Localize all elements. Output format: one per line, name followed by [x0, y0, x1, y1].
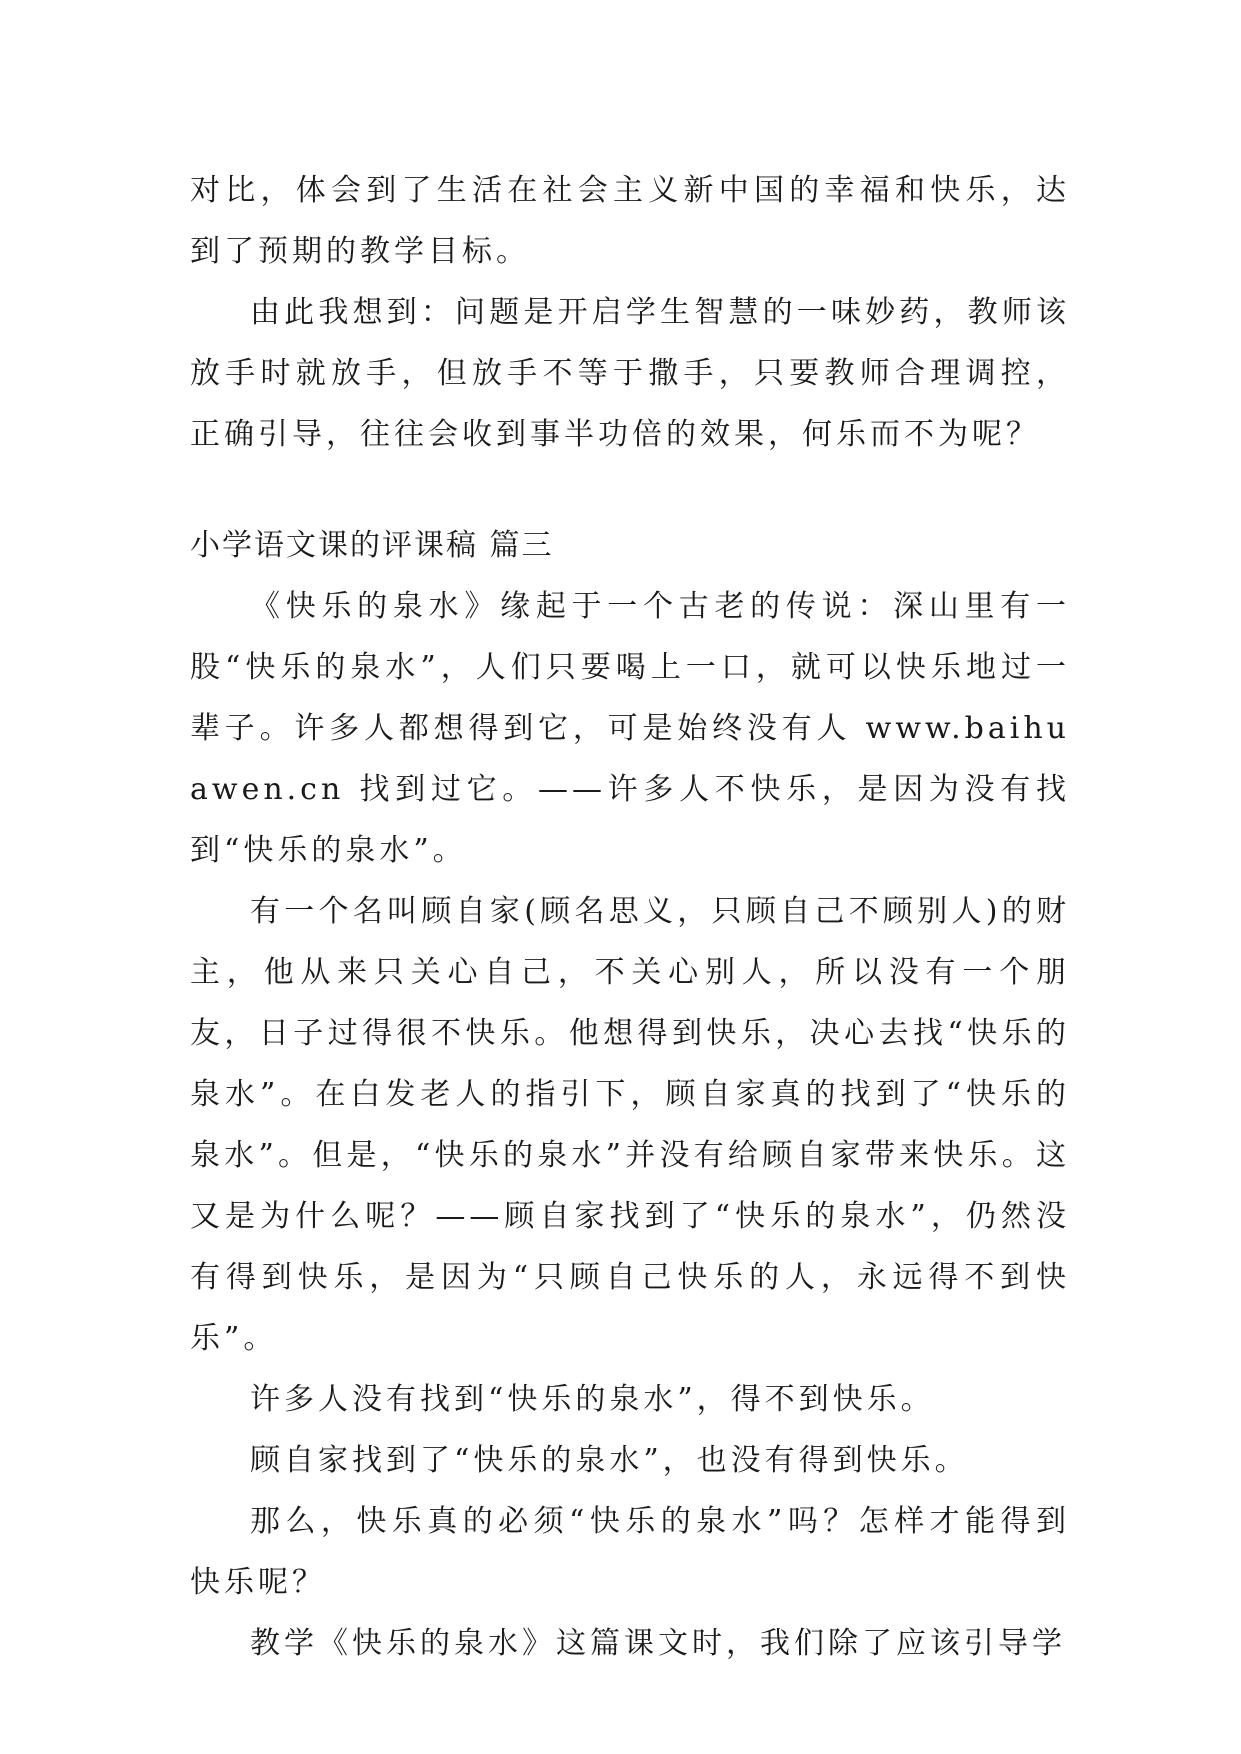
paragraph-summary-2: 顾自家找到了“快乐的泉水”，也没有得到快乐。	[250, 1443, 969, 1478]
paragraph-teaching: 教学《快乐的泉水》这篇课文时，我们除了应该引导学	[250, 1626, 1066, 1661]
paragraph-reflection: 由此我想到：问题是开启学生智慧的一味妙药，教师该放手时就放手，但放手不等于撒手，只要教师合理调控，正确引导，往往会收到事半功倍的效果，何乐而不为呢？	[190, 295, 1070, 452]
paragraph-summary-1: 许多人没有找到“快乐的泉水”，得不到快乐。	[250, 1382, 935, 1417]
section-heading: 小学语文课的评课稿 篇三	[190, 528, 554, 563]
paragraph-legend: 《快乐的泉水》缘起于一个古老的传说：深山里有一股“快乐的泉水”，人们只要喝上一口，就可以快乐地过一辈子。许多人都想得到它，可是始终没有人 www.baihuawen.cn 找到过它。——许多人不快乐，是因为没有找到“快乐的泉水”。	[190, 589, 1070, 868]
paragraph-story: 有一个名叫顾自家(顾名思义，只顾自己不顾别人)的财主，他从来只关心自己，不关心别人，所以没有一个朋友，日子过得很不快乐。他想得到快乐，决心去找“快乐的泉水”。在白发老人的指引下，顾自家真的找到了“快乐的泉水”。但是，“快乐的泉水”并没有给顾自家带来快乐。这又是为什么呢？——顾自家找到了“快乐的泉水”，仍然没有得到快乐，是因为“只顾自己快乐的人，永远得不到快乐”。	[190, 894, 1070, 1356]
document-body	[190, 160, 1070, 1674]
paragraph-continuation: 对比，体会到了生活在社会主义新中国的幸福和快乐，达到了预期的教学目标。	[190, 173, 1070, 269]
paragraph-question: 那么，快乐真的必须“快乐的泉水”吗？怎样才能得到快乐呢？	[190, 1504, 1070, 1600]
